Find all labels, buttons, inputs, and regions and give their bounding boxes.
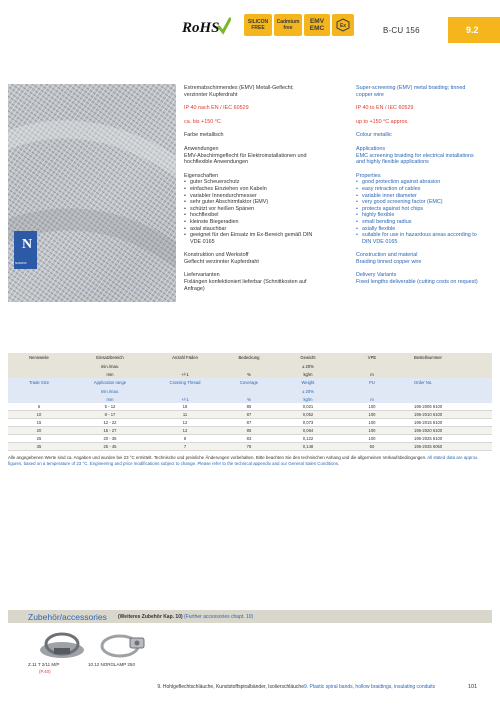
page-footer bbox=[0, 684, 500, 694]
table-cell: 15 bbox=[36, 420, 42, 425]
spacer bbox=[356, 112, 496, 119]
table-cell: 0,052 bbox=[302, 412, 314, 417]
table-row bbox=[8, 435, 492, 443]
en-construction-heading: Construction and material bbox=[356, 252, 418, 259]
col-unit: +/-1 bbox=[181, 396, 189, 402]
de-title-line1: Extremabschirmendes (EMV) Metall-Geflecht; bbox=[184, 85, 294, 91]
accessory-2-label: 10.12 NORGLAMP 250 bbox=[88, 662, 135, 667]
col-unit: % bbox=[247, 371, 251, 377]
table-cell: 0,073 bbox=[302, 420, 314, 425]
table-cell: 195-2010 6100 bbox=[414, 412, 443, 417]
footer-german: 9. Hohlgeflechtschläuche, Kunststoffspiralbänder, Isolierschläuche bbox=[157, 684, 304, 690]
footer-english: 9. Plastic spiral bands, hollow braidings, insulating conduits bbox=[304, 684, 436, 690]
de-property-item: • sehr guter Abschirmfaktor (EMV) bbox=[184, 199, 354, 206]
table-cell: 7 bbox=[183, 444, 187, 449]
accessories-reference bbox=[118, 614, 253, 620]
notes-english: All stated data are approx. figures, based on a temperature of 23 °C. Engineering and price modifications subject to change. Please refer to the technical appendix and our General Sales Conditions. bbox=[8, 455, 479, 466]
de-construction: Geflecht verzinnter Kupferdraht bbox=[184, 258, 259, 265]
en-delivery-heading: Delivery Variants bbox=[356, 272, 397, 279]
de-title-line2: verzinnter Kupferdraht bbox=[184, 91, 238, 98]
table-units-de bbox=[8, 370, 492, 378]
table-cell: 100 bbox=[368, 412, 376, 417]
en-property-item: • highly flexible bbox=[356, 212, 496, 219]
en-property-item: • very good screening factor (EMC) bbox=[356, 199, 496, 206]
en-colour: Colour metallic bbox=[356, 132, 392, 139]
de-delivery-line2: Anfrage) bbox=[184, 285, 205, 292]
table-cell: 20 bbox=[36, 428, 42, 433]
col-header: Application range bbox=[93, 380, 127, 385]
manufacturer-logo bbox=[14, 231, 37, 269]
col-subheader: ± 20% bbox=[302, 388, 314, 394]
spacer bbox=[184, 98, 354, 105]
spacer bbox=[184, 265, 354, 272]
table-cell: 5 - 12 bbox=[104, 404, 116, 409]
table-cell: 25 - 45 bbox=[103, 444, 117, 449]
col-header: PU bbox=[369, 380, 375, 385]
table-cell: 195-2035 6050 bbox=[414, 444, 443, 449]
spacer bbox=[356, 245, 496, 252]
table-cell: 18 bbox=[182, 404, 188, 409]
spacer bbox=[356, 166, 496, 173]
col-header: Weight bbox=[301, 380, 315, 385]
table-cell: 8 bbox=[183, 436, 187, 441]
table-cell: 0,084 bbox=[302, 428, 314, 433]
de-property-item: • variabler Innendurchmesser bbox=[184, 193, 354, 200]
col-header: Nennweite bbox=[29, 355, 49, 360]
table-cell: 50 bbox=[369, 444, 375, 449]
table-cell: 11 bbox=[182, 412, 188, 417]
spacer bbox=[356, 98, 496, 105]
table-cell: 8 - 17 bbox=[104, 412, 116, 417]
table-cell: 100 bbox=[368, 428, 376, 433]
table-cell: 25 bbox=[36, 436, 42, 441]
table-cell: 85 bbox=[246, 428, 252, 433]
spacer bbox=[356, 139, 496, 146]
table-cell: 87 bbox=[246, 420, 252, 425]
table-cell: 195-2020 6100 bbox=[414, 428, 443, 433]
spacer bbox=[184, 245, 354, 252]
spacer bbox=[184, 125, 354, 132]
table-subheader-de bbox=[8, 362, 492, 370]
table-cell: 35 bbox=[36, 444, 42, 449]
silicon-free-badge bbox=[244, 14, 272, 36]
ex-badge bbox=[332, 14, 354, 36]
chapter-tab: 9.2 bbox=[448, 17, 500, 43]
de-properties-heading: Eigenschaften bbox=[184, 172, 219, 179]
product-image bbox=[8, 84, 176, 302]
de-delivery-line1: Fixlängen konfektioniert lieferbar (Schnittkosten auf bbox=[184, 279, 307, 286]
de-property-item: • hochflexibel bbox=[184, 212, 354, 219]
en-property-item: • axially flexible bbox=[356, 226, 496, 233]
manufacturer-logo-letter: N bbox=[22, 237, 33, 252]
spacer bbox=[184, 112, 354, 119]
table-cell: 100 bbox=[368, 420, 376, 425]
de-property-item: • schützt vor heißen Spänen bbox=[184, 206, 354, 213]
emv-label: EMV bbox=[309, 18, 325, 25]
table-row bbox=[8, 443, 492, 451]
cadmium-free-label: Cadmium free bbox=[276, 19, 300, 31]
col-header: Gewicht bbox=[300, 355, 316, 360]
table-cell: 12 - 22 bbox=[103, 420, 117, 425]
de-colour: Farbe metallisch bbox=[184, 132, 224, 139]
de-property-item: • einfaches Einziehen von Kabeln bbox=[184, 186, 354, 193]
col-header: Coverage bbox=[239, 380, 259, 385]
table-cell: 100 bbox=[368, 404, 376, 409]
table-cell: 100 bbox=[368, 436, 376, 441]
accessories-title-english: accessories bbox=[62, 612, 107, 622]
col-unit: m bbox=[370, 396, 374, 402]
de-delivery-heading: Liefervarianten bbox=[184, 272, 220, 279]
en-ip-rating: IP 40 to EN / IEC 60529 bbox=[356, 105, 414, 112]
emc-label: EMC bbox=[309, 25, 325, 32]
de-ip-rating: IP 40 nach EN / IEC 60529 bbox=[184, 105, 249, 112]
col-subheader: ± 20% bbox=[302, 363, 314, 369]
accessory-1-reference: (P.40) bbox=[39, 669, 51, 674]
col-header: Crossing Thread bbox=[169, 380, 201, 385]
col-header: Trade Size bbox=[28, 380, 50, 385]
cadmium-free-badge bbox=[274, 14, 302, 36]
de-temperature: ca. bis +150 °C bbox=[184, 118, 221, 125]
en-applications-line2: and highly flexible applications bbox=[356, 159, 429, 166]
col-unit: +/-1 bbox=[181, 371, 189, 377]
accessories-title bbox=[28, 612, 107, 622]
table-cell: 15 - 27 bbox=[103, 428, 117, 433]
table-cell: 0,021 bbox=[302, 404, 314, 409]
spacer bbox=[356, 265, 496, 272]
col-unit: kg/m bbox=[303, 371, 313, 377]
de-applications-line2: hochflexible Anwendungen bbox=[184, 159, 249, 166]
page-header bbox=[0, 0, 500, 62]
spacer bbox=[184, 139, 354, 146]
description-english bbox=[356, 85, 496, 286]
accessories-title-german: Zubehör/ bbox=[28, 612, 63, 622]
table-cell: 195-2015 6100 bbox=[414, 420, 443, 425]
ex-label: Ex bbox=[339, 23, 347, 29]
svg-text:RoHS: RoHS bbox=[182, 20, 220, 36]
en-property-item: • easy retraction of cables bbox=[356, 186, 496, 193]
table-cell: 195-2006 6100 bbox=[414, 404, 443, 409]
en-title-line2: copper wire bbox=[356, 91, 384, 98]
table-units-en bbox=[8, 395, 492, 403]
col-subheader: min./max. bbox=[100, 363, 120, 369]
col-header: Bedeckung bbox=[238, 355, 260, 360]
col-header: VPE bbox=[367, 355, 377, 360]
en-applications-heading: Applications bbox=[356, 145, 386, 152]
accessories-reference-english: (Further accessories chapt. 10) bbox=[184, 614, 254, 620]
en-property-item: • variable inner diameter bbox=[356, 193, 496, 200]
hose-clamp-image bbox=[92, 630, 152, 660]
de-property-item: • guter Scheuerschutz bbox=[184, 179, 354, 186]
de-property-item: • kleinste Biegeradien bbox=[184, 219, 354, 226]
emv-emc-badge bbox=[304, 14, 330, 36]
table-subheader-en bbox=[8, 387, 492, 395]
en-property-item: • good protection against abrasion bbox=[356, 179, 496, 186]
spacer bbox=[184, 166, 354, 173]
table-cell: 0,148 bbox=[302, 444, 314, 449]
table-cell: 83 bbox=[246, 436, 252, 441]
col-unit: mm bbox=[106, 371, 114, 377]
de-property-item: • axial stauchbar bbox=[184, 226, 354, 233]
table-row bbox=[8, 403, 492, 411]
en-delivery: Fixed lengths deliverable (cutting costs on request) bbox=[356, 279, 478, 286]
col-header: Order No. bbox=[414, 380, 433, 385]
table-row bbox=[8, 419, 492, 427]
description-german bbox=[184, 85, 354, 292]
col-subheader: min./max. bbox=[100, 388, 120, 394]
en-property-item: • small bending radius bbox=[356, 219, 496, 226]
spacer bbox=[356, 125, 496, 132]
en-applications-line1: EMC screening braiding for electrical installations bbox=[356, 152, 474, 159]
notes bbox=[8, 455, 492, 466]
rohs-logo bbox=[181, 17, 231, 37]
product-code: B-CU 156 bbox=[383, 26, 420, 35]
en-property-item: • suitable for use in hazardous areas according to bbox=[356, 232, 496, 239]
en-properties-heading: Properties bbox=[356, 172, 381, 179]
table-cell: 78 bbox=[246, 444, 252, 449]
cable-tie-mount-image bbox=[32, 630, 92, 660]
page-number: 101 bbox=[468, 684, 478, 690]
table-cell: 85 bbox=[246, 404, 252, 409]
emv-label-wrap bbox=[310, 18, 324, 32]
en-temperature: up to +150 °C approx. bbox=[356, 118, 409, 125]
en-title-line1: Super-screening (EMV) metal braiding; tinned bbox=[356, 85, 466, 91]
table-header-de bbox=[8, 353, 492, 362]
table-row bbox=[8, 411, 492, 419]
notes-german: Alle angegebenen Werte sind ca. Angaben und wurden bei 23 °C ermittelt. Technische und preisliche Änderungen vorbehalten. Bitte beachten Sie den technischen Anhang und die allgemeinen Verkaufsbedingungen. bbox=[8, 455, 427, 460]
table-cell: 12 bbox=[182, 428, 188, 433]
accessory-1-label: Z.11 T 2/11 M/P bbox=[28, 662, 60, 667]
en-property-item: • protects against hot chips bbox=[356, 206, 496, 213]
table-cell: 6 bbox=[37, 404, 41, 409]
col-header: Einsatzbereich bbox=[96, 355, 124, 360]
en-property-continued: DIN VDE 0165 bbox=[362, 238, 398, 245]
col-header: Anzahl Fäden bbox=[172, 355, 198, 360]
col-unit: mm bbox=[106, 396, 114, 402]
de-applications-heading: Anwendungen bbox=[184, 145, 219, 152]
table-row bbox=[8, 427, 492, 435]
de-property-continued: VDE 0165 bbox=[190, 238, 215, 245]
table-cell: 12 bbox=[182, 420, 188, 425]
col-unit: % bbox=[247, 396, 251, 402]
de-construction-heading: Konstruktion und Werkstoff bbox=[184, 252, 249, 259]
en-construction: Braiding tinned copper wire bbox=[356, 258, 422, 265]
table-cell: 10 bbox=[36, 412, 42, 417]
col-unit: m bbox=[370, 371, 374, 377]
col-unit: kg/m bbox=[303, 396, 313, 402]
de-applications-line1: EMV-Abschirmgeflecht für Elektroinstallationen und bbox=[184, 152, 307, 159]
accessories-reference-german: (Weiteres Zubehör Kap. 10) bbox=[118, 614, 183, 620]
product-table bbox=[8, 353, 492, 451]
table-cell: 195-2025 6100 bbox=[414, 436, 443, 441]
manufacturer-logo-text: NORDIX bbox=[15, 261, 27, 265]
silicon-free-label: SILICON FREE bbox=[247, 19, 269, 31]
table-header-en bbox=[8, 378, 492, 387]
col-header: Bestellnummer bbox=[414, 355, 442, 360]
braid-pattern bbox=[8, 84, 176, 302]
ex-hexagon-icon bbox=[336, 18, 350, 32]
de-property-item: • geeignet für den Einsatz im Ex-Bereich gemäß DIN bbox=[184, 232, 354, 239]
table-cell: 20 - 35 bbox=[103, 436, 117, 441]
table-cell: 0,122 bbox=[302, 436, 314, 441]
table-cell: 87 bbox=[246, 412, 252, 417]
